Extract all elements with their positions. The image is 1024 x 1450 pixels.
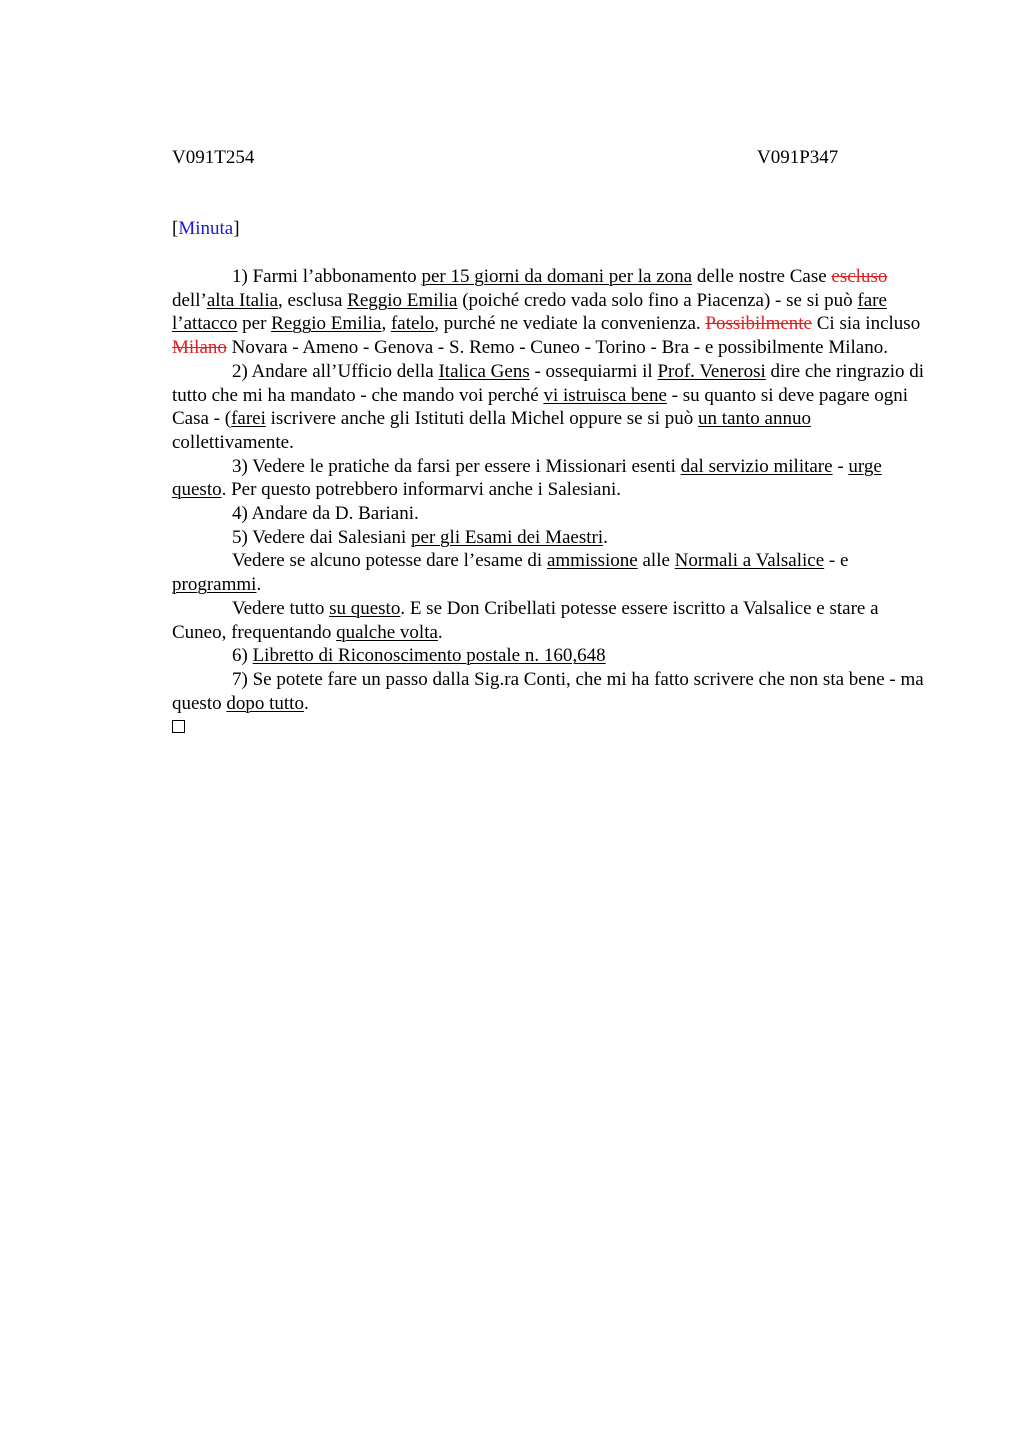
text-span: 5) Vedere dai Salesiani [232, 526, 412, 548]
underlined-text: fatelo [390, 313, 435, 335]
deleted-text: Milano [172, 337, 227, 359]
underlined-text: fare l’attacco [172, 289, 887, 335]
text-span: , purché ne vediate la convenienza. [434, 313, 706, 335]
text-span: . [303, 692, 309, 714]
text-span: per [237, 313, 272, 335]
underlined-text: per gli Esami dei Maestri [411, 526, 604, 548]
document-code-right: V091P347 [757, 147, 839, 168]
text-span: - su quanto si deve pagare ogni Casa - ( [172, 384, 909, 430]
text-span: Novara - Ameno - Genova - S. Remo - Cuneo - Torino - Bra - e possibilmente Milano. [226, 337, 888, 359]
text-span: (poiché credo vada solo fino a Piacenza) - se si può [457, 289, 858, 311]
text-span: 6) [232, 645, 253, 667]
deleted-text: Possibilmente [705, 313, 812, 335]
underlined-text: ammissione [546, 550, 638, 572]
text-span: . [256, 574, 262, 596]
underlined-text: farei [231, 408, 266, 430]
underlined-text: Libretto di Riconoscimento postale n. 160,648 [252, 645, 606, 667]
text-span: 7) Se potete fare un passo dalla Sig.ra Conti, che mi ha fatto scrivere che non sta bene - ma questo [172, 668, 924, 714]
text-span: - ossequiarmi il [529, 360, 658, 382]
document-code-left: V091T254 [172, 147, 255, 168]
underlined-text: vi istruisca bene [543, 384, 667, 406]
text-span: 3) Vedere le pratiche da farsi per essere i Missionari esenti [232, 455, 681, 477]
underlined-text: alta Italia [206, 289, 279, 311]
underlined-text: Reggio Emilia [347, 289, 458, 311]
paragraph-item-6 [172, 644, 932, 668]
document-heading [172, 217, 240, 241]
underlined-text: Italica Gens [438, 360, 530, 382]
paragraph-item-4 [172, 502, 932, 526]
document-body [172, 265, 932, 739]
underlined-text: Reggio Emilia [271, 313, 382, 335]
underlined-text: programmi [172, 574, 257, 596]
text-span: . Per questo potrebbero informarvi anche i Salesiani. [221, 479, 622, 501]
underlined-text: qualche volta [336, 621, 438, 643]
end-marker-line [172, 715, 932, 739]
text-span: 1) Farmi l’abbonamento [232, 266, 422, 287]
text-span: , [381, 313, 391, 335]
paragraph-item-5b [172, 549, 932, 596]
underlined-text: Normali a Valsalice [674, 550, 825, 572]
underlined-text: urge questo [172, 455, 882, 501]
underlined-text: su questo [329, 597, 401, 619]
paragraph-item-5 [172, 526, 932, 550]
underlined-text: Prof. Venerosi [657, 360, 766, 382]
paragraph-item-3 [172, 455, 932, 502]
heading-open-bracket: [ [172, 218, 179, 239]
paragraph-item-2 [172, 360, 932, 455]
text-span: alle [637, 550, 675, 572]
text-span: delle nostre Case [692, 266, 832, 287]
paragraph-item-7 [172, 668, 932, 715]
underlined-text: per 15 giorni da domani per la zona [421, 266, 693, 287]
text-span: Ci sia incluso [812, 313, 921, 335]
paragraph-item-5c [172, 597, 932, 644]
end-of-document-box-icon [172, 720, 185, 733]
text-span: Vedere tutto [232, 597, 330, 619]
text-span: iscrivere anche gli Istituti della Michel oppure se si può [265, 408, 699, 430]
heading-close-bracket: ] [233, 218, 240, 239]
text-span: 2) Andare all’Ufficio della [232, 360, 439, 382]
text-span: dell’ [172, 289, 207, 311]
paragraph-item-1 [172, 265, 932, 360]
heading-label: Minuta [178, 218, 234, 239]
text-span: - e [824, 550, 849, 572]
text-span: . [437, 621, 443, 643]
text-span: dire che ringrazio di tutto che mi ha mandato - che mando voi perché [172, 360, 925, 406]
text-span: Vedere se alcuno potesse dare l’esame di [232, 550, 547, 572]
text-span: 4) Andare da D. Bariani. [232, 503, 419, 525]
text-span: . E se Don Cribellati potesse essere iscritto a Valsalice e stare a Cuneo, frequentando [172, 597, 879, 643]
underlined-text: dopo tutto [226, 692, 304, 714]
text-span: collettivamente. [172, 431, 294, 453]
text-span: . [603, 526, 608, 548]
text-span: , esclusa [278, 289, 348, 311]
deleted-text: escluso [831, 266, 888, 287]
text-span: - [832, 455, 849, 477]
underlined-text: un tanto annuo [698, 408, 811, 430]
underlined-text: dal servizio militare [680, 455, 833, 477]
